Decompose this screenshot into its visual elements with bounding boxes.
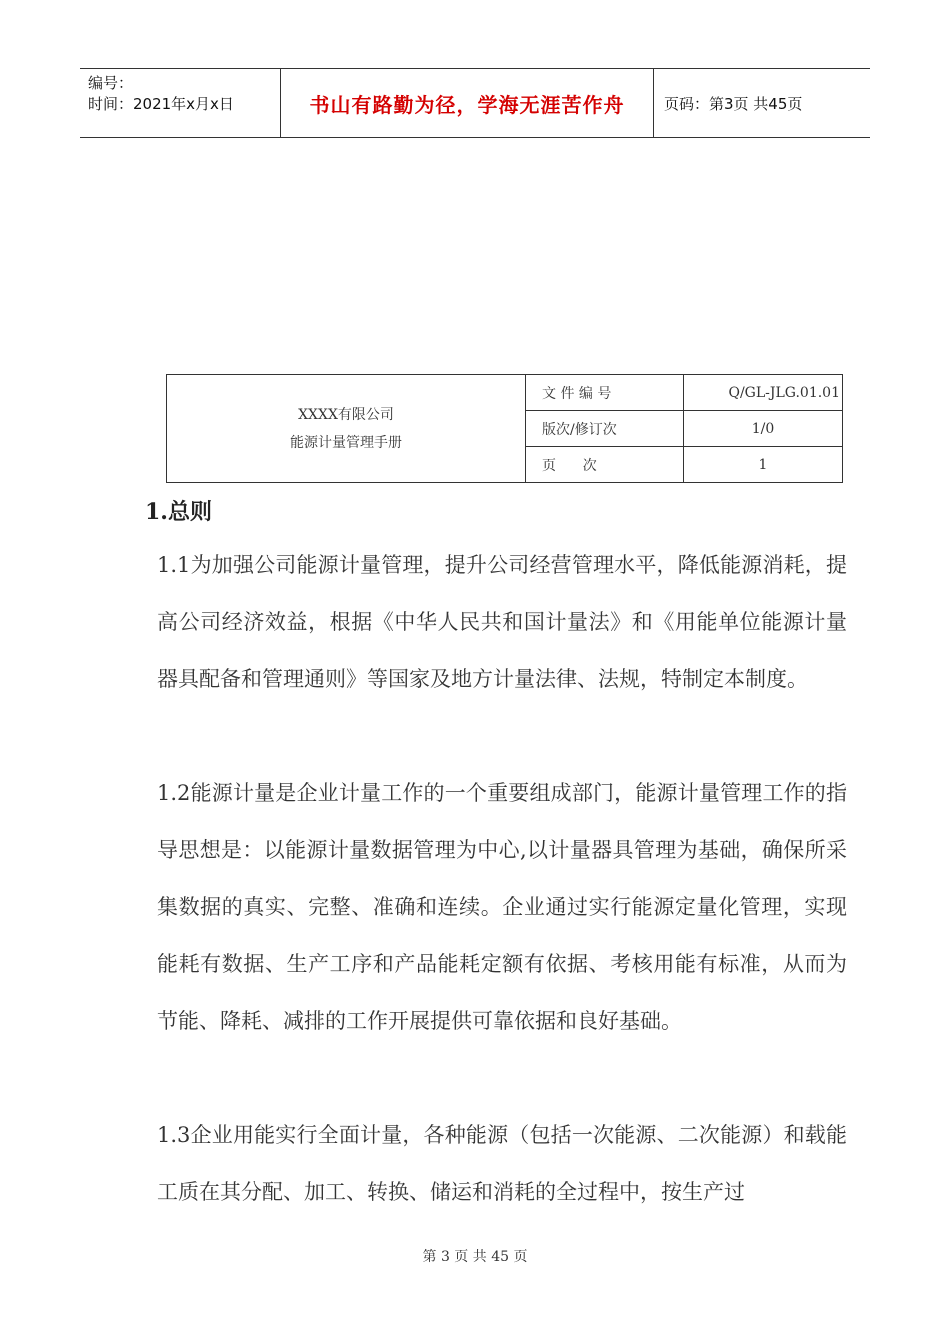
page-header xyxy=(80,68,870,138)
company-cell xyxy=(167,375,526,483)
page-count-label: 页 次 xyxy=(526,447,684,483)
revision-value: 1/0 xyxy=(684,411,843,447)
manual-title: 能源计量管理手册 xyxy=(290,434,402,451)
paragraph-1-3: 1.3企业用能实行全面计量，各种能源（包括一次能源、二次能源）和载能工质在其分配、加工、转换、储运和消耗的全过程中，按生产过 xyxy=(157,1123,847,1204)
page-footer: 第 3 页 共 45 页 xyxy=(422,1249,528,1265)
revision-label: 版次/修订次 xyxy=(526,411,684,447)
doc-number-label: 文 件 编 号 xyxy=(526,375,684,411)
header-motto: 书山有路勤为径，学海无涯苦作舟 xyxy=(309,92,625,117)
header-page-info: 页码：第3页 共45页 xyxy=(664,94,803,113)
header-meta xyxy=(88,73,234,115)
header-divider xyxy=(653,69,654,137)
time-label: 时间：2021年x月x日 xyxy=(88,95,234,113)
section-heading: 1.总则 xyxy=(145,499,212,525)
page-count-value: 1 xyxy=(684,447,843,483)
serial-label: 编号： xyxy=(88,74,134,92)
doc-number-value: Q/GL-JLG.01.01 xyxy=(684,375,843,411)
paragraph-1-1: 1.1为加强公司能源计量管理，提升公司经营管理水平，降低能源消耗，提高公司经济效益，根据《中华人民共和国计量法》和《用能单位能源计量器具配备和管理通则》等国家及地方计量法律、法规，特制定本制度。 xyxy=(157,553,847,691)
table-row xyxy=(167,375,843,411)
paragraph-1-2: 1.2能源计量是企业计量工作的一个重要组成部门，能源计量管理工作的指导思想是：以能源计量数据管理为中心,以计量器具管理为基础，确保所采集数据的真实、完整、准确和连续。企业通过实行能源定量化管理，实现能耗有数据、生产工序和产品能耗定额有依据、考核用能有标准，从而为节能、降耗、减排的工作开展提供可靠依据和良好基础。 xyxy=(157,781,847,1033)
company-name: XXXX有限公司 xyxy=(298,406,394,423)
document-control-table xyxy=(166,374,843,483)
